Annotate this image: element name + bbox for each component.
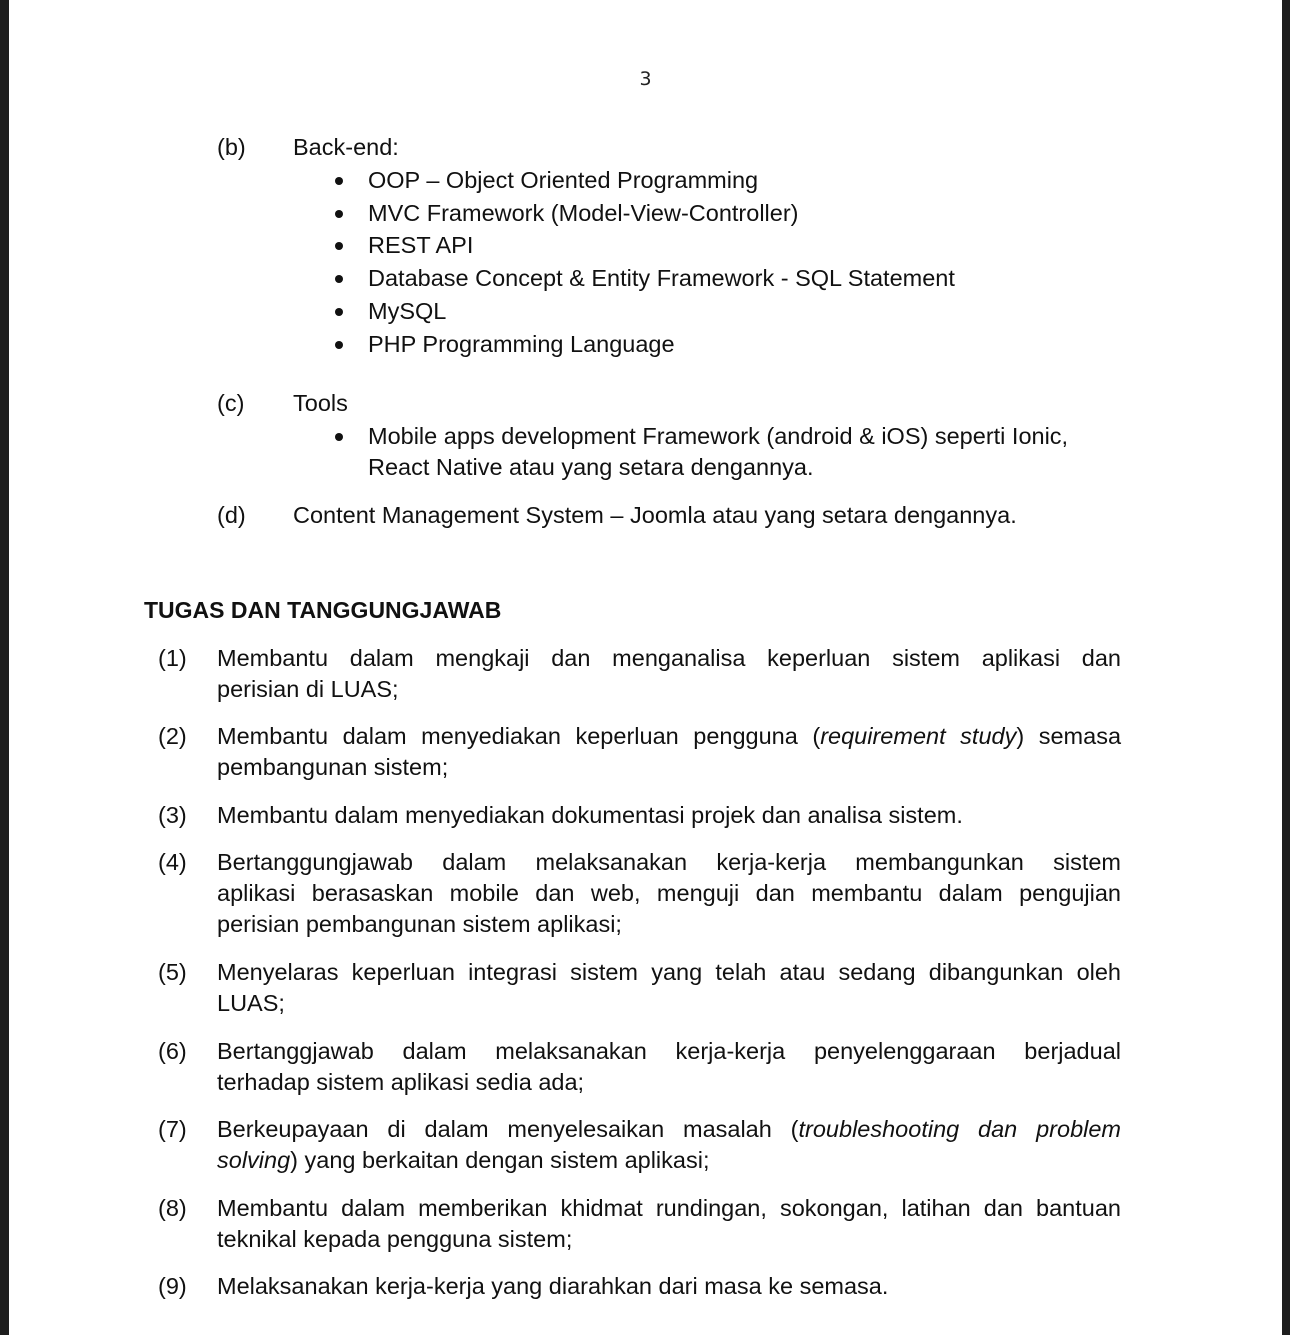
duty-text-italic: troubleshooting dan problem — [798, 1116, 1122, 1142]
duty-item-7 — [217, 1114, 1121, 1176]
section-b-title: Back-end: — [293, 134, 399, 160]
duty-text: ) yang berkaitan dengan sistem aplikasi; — [290, 1147, 710, 1173]
duty-line: terhadap sistem aplikasi sedia ada; — [217, 1069, 585, 1095]
duty-line: LUAS; — [217, 990, 285, 1016]
duty-item-1 — [217, 643, 1121, 705]
section-d-title: Content Management System – Joomla atau yang setara dengannya. — [293, 502, 1017, 528]
duty-text: Membantu dalam menyediakan keperluan pengguna ( — [217, 723, 821, 749]
duty-marker: (8) — [158, 1195, 187, 1221]
duty-line — [217, 1145, 1121, 1176]
duty-line: Membantu dalam menyediakan dokumentasi projek dan analisa sistem. — [217, 802, 963, 828]
backend-item: Database Concept & Entity Framework - SQL Statement — [368, 265, 955, 291]
duty-marker: (4) — [158, 849, 187, 875]
backend-item: REST API — [368, 232, 474, 258]
duty-marker: (1) — [158, 645, 187, 671]
duty-line — [217, 1114, 1121, 1145]
duty-marker: (5) — [158, 959, 187, 985]
section-d-marker: (d) — [217, 502, 246, 528]
backend-item: MVC Framework (Model-View-Controller) — [368, 200, 799, 226]
document-page — [9, 0, 1282, 1335]
duty-line: teknikal kepada pengguna sistem; — [217, 1226, 573, 1252]
duty-text: Berkeupayaan di dalam menyelesaikan masalah ( — [217, 1116, 799, 1142]
bullet-icon — [335, 210, 343, 218]
duty-item-9 — [217, 1271, 1121, 1302]
duty-line: Membantu dalam mengkaji dan menganalisa keperluan sistem aplikasi dan — [217, 645, 1121, 671]
duty-item-5 — [217, 957, 1121, 1019]
duty-line: aplikasi berasaskan mobile dan web, menguji dan membantu dalam pengujian — [217, 880, 1121, 906]
bullet-icon — [335, 275, 343, 283]
duty-item-8 — [217, 1193, 1121, 1255]
bullet-icon — [335, 177, 343, 185]
duties-heading: TUGAS DAN TANGGUNGJAWAB — [144, 597, 502, 623]
duty-item-6 — [217, 1036, 1121, 1098]
duty-line: Bertanggjawab dalam melaksanakan kerja-kerja penyelenggaraan berjadual — [217, 1038, 1121, 1064]
duty-marker: (6) — [158, 1038, 187, 1064]
duty-marker: (3) — [158, 802, 187, 828]
section-c-marker: (c) — [217, 390, 245, 416]
section-c-title: Tools — [293, 390, 348, 416]
bullet-icon — [335, 341, 343, 349]
backend-item: OOP – Object Oriented Programming — [368, 167, 759, 193]
duty-line: Melaksanakan kerja-kerja yang diarahkan dari masa ke semasa. — [217, 1273, 889, 1299]
duty-marker: (2) — [158, 723, 187, 749]
bullet-icon — [335, 308, 343, 316]
duty-item-4 — [217, 847, 1121, 940]
duty-marker: (7) — [158, 1116, 187, 1142]
backend-item: MySQL — [368, 298, 447, 324]
duty-line: perisian di LUAS; — [217, 676, 399, 702]
duty-line: Bertanggungjawab dalam melaksanakan kerja-kerja membangunkan sistem — [217, 849, 1121, 875]
backend-item: PHP Programming Language — [368, 331, 675, 357]
duty-line: perisian pembangunan sistem aplikasi; — [217, 911, 622, 937]
duty-text: ) semasa — [1016, 723, 1122, 749]
duty-line: Membantu dalam memberikan khidmat rundingan, sokongan, latihan dan bantuan — [217, 1195, 1121, 1221]
duty-line: Menyelaras keperluan integrasi sistem yang telah atau sedang dibangunkan oleh — [217, 959, 1121, 985]
section-b-marker: (b) — [217, 134, 246, 160]
duty-item-2 — [217, 721, 1121, 783]
bullet-icon — [335, 242, 343, 250]
page-number: 3 — [639, 68, 652, 90]
tools-item-line: React Native atau yang setara dengannya. — [368, 454, 814, 480]
duty-marker: (9) — [158, 1273, 187, 1299]
duty-text-italic: requirement study — [820, 723, 1017, 749]
duty-item-3 — [217, 800, 1121, 831]
duty-line: pembangunan sistem; — [217, 754, 449, 780]
duty-line — [217, 721, 1121, 752]
tools-item-line: Mobile apps development Framework (android & iOS) seperti Ionic, — [368, 423, 1069, 449]
duty-text-italic: solving — [217, 1147, 291, 1173]
bullet-icon — [335, 433, 343, 441]
